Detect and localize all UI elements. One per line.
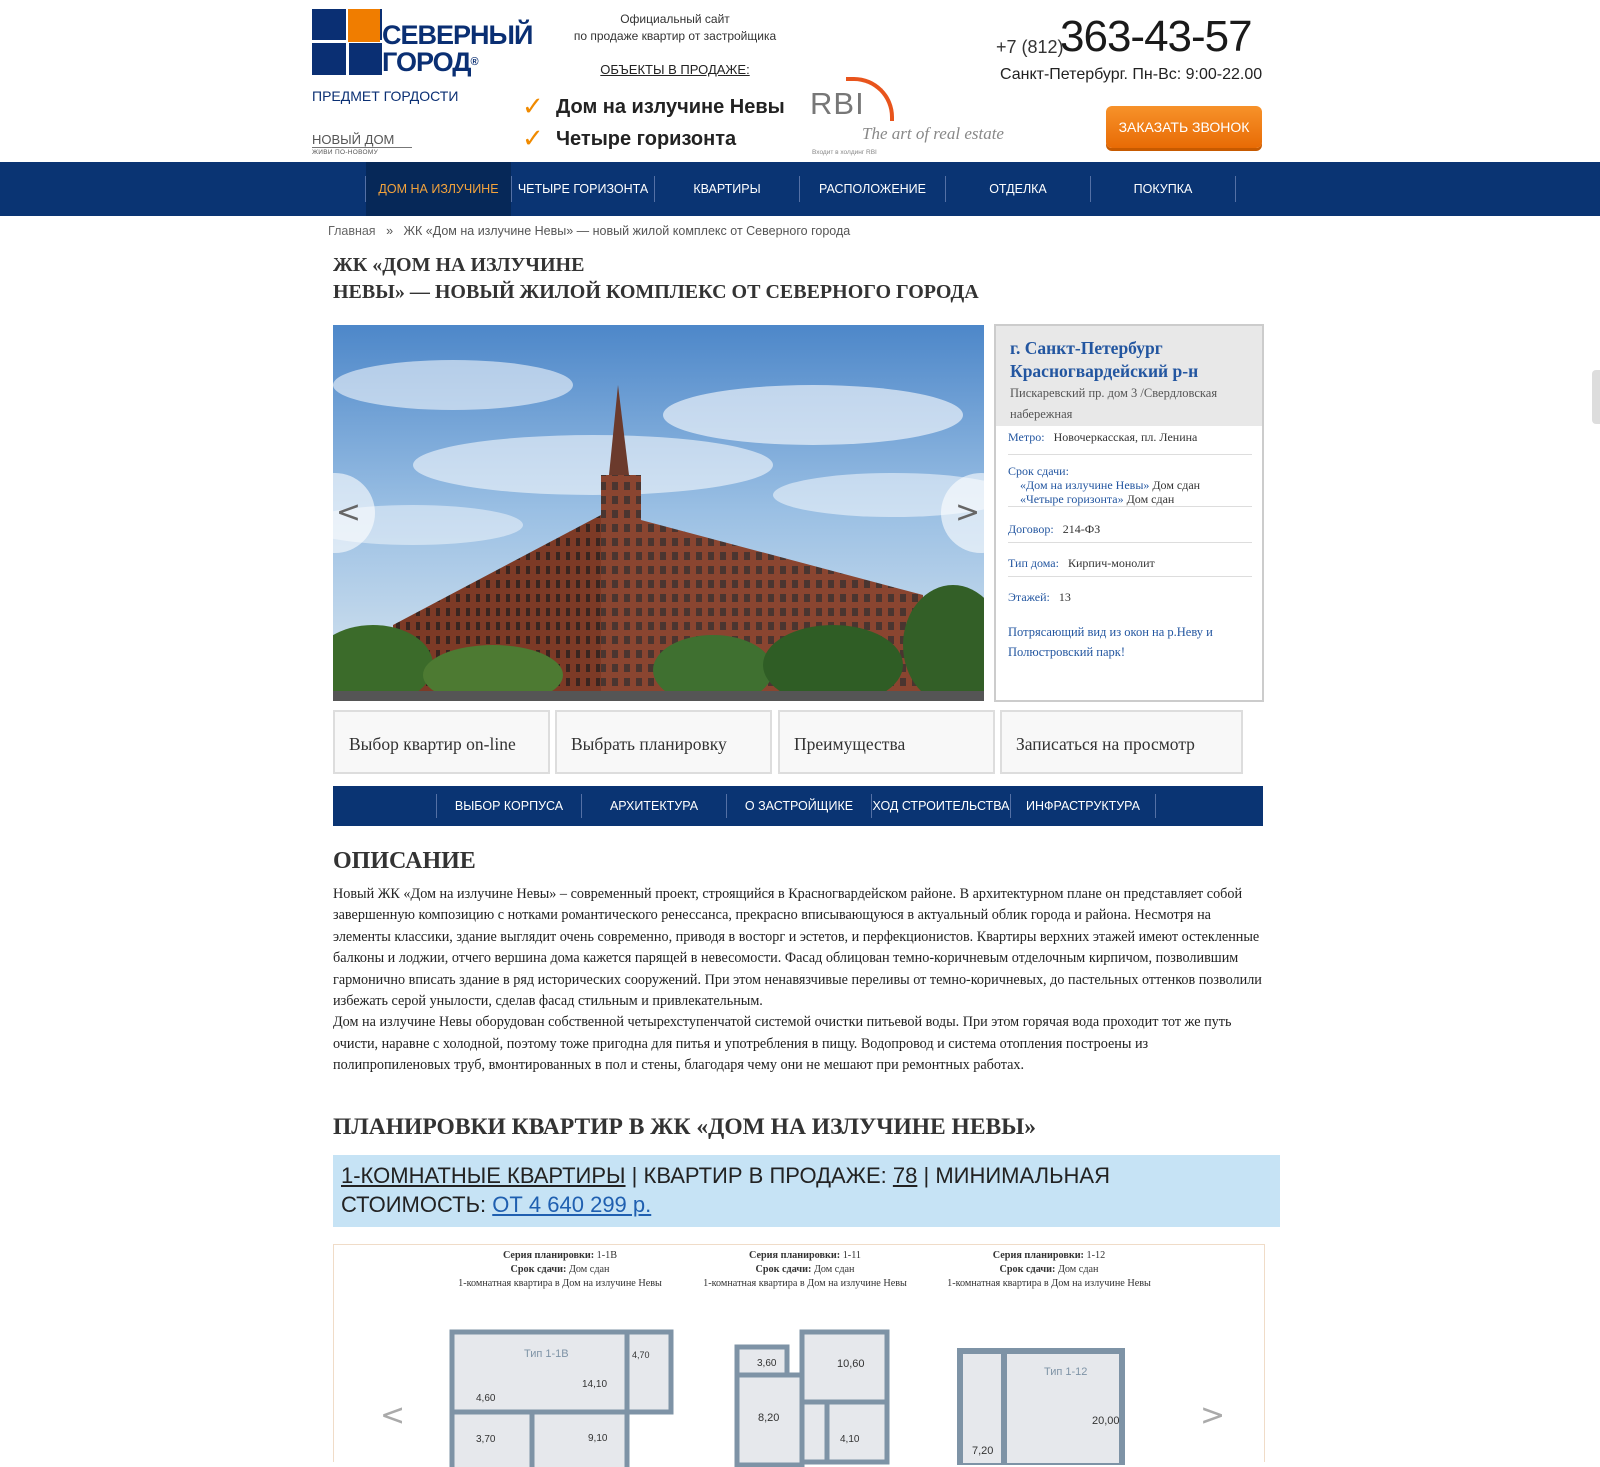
breadcrumb-separator: » xyxy=(386,224,394,238)
info-city: г. Санкт-Петербург Красногвардейский р-н xyxy=(1010,338,1199,381)
description-paragraph: Дом на излучине Невы оборудован собственной четырехступенчатой системой очистки питьевой воды. При этом горячая вода проходит тот же путь очисти, наравне с холодной, поэтому тоже пригодна для питья и употребления в пищу. Водопровод и система отопления построены из полипропиленовых труб, вмонтированных в пол и стены, благодаря чему они не мешают при ремонтных работах. xyxy=(333,1014,1232,1074)
floor-plan-1-11[interactable] xyxy=(732,1327,902,1467)
novy-dom-slogan: ЖИВИ ПО-НОВОМУ xyxy=(312,149,379,156)
logo-text: СЕВЕРНЫЙ ГОРОД® xyxy=(382,20,533,77)
info-deadline: Срок сдачи: «Дом на излучине Невы» Дом сдан «Четыре горизонта» Дом сдан xyxy=(1008,464,1252,507)
object-link-chetyre-gorizonta[interactable]: Четыре горизонта xyxy=(556,128,737,150)
novy-dom-divider xyxy=(312,147,412,148)
side-widget-tab[interactable] xyxy=(1592,370,1600,424)
nav-item-raspolozhenie[interactable]: РАСПОЛОЖЕНИЕ xyxy=(818,182,927,196)
info-metro: Метро: Новочеркасская, пл. Ленина xyxy=(1008,430,1252,455)
info-header xyxy=(996,326,1262,426)
subnav-item-korpus[interactable]: ВЫБОР КОРПУСА xyxy=(454,799,564,813)
subnav-item-construction[interactable]: ХОД СТРОИТЕЛЬСТВА xyxy=(872,799,1010,813)
subnav-item-developer[interactable]: О ЗАСТРОЙЩИКЕ xyxy=(744,799,854,813)
sale-count-link[interactable]: 78 xyxy=(892,1163,918,1188)
subnav-item-architecture[interactable]: АРХИТЕКТУРА xyxy=(609,799,699,813)
description-text xyxy=(333,884,1263,1077)
info-address: Пискаревский пр. дом 3 /Свердловская набережная xyxy=(1010,386,1218,421)
checkmark-icon: ✓ xyxy=(522,124,544,154)
plans-next-button[interactable]: > xyxy=(1200,1398,1226,1433)
rbi-tagline: The art of real estate xyxy=(862,124,1004,143)
tab-book-viewing[interactable]: Записаться на просмотр xyxy=(1000,710,1243,774)
plan-area-label: 3,70 xyxy=(476,1434,496,1445)
floor-plan-1-12[interactable] xyxy=(954,1345,1134,1465)
min-price-link[interactable]: ОТ 4 640 299 р. xyxy=(492,1192,652,1217)
info-floors: Этажей: 13 xyxy=(1008,590,1071,604)
checkmark-icon: ✓ xyxy=(522,92,544,122)
tab-advantages[interactable]: Преимущества xyxy=(778,710,995,774)
plan-caption: Серия планировки: 1-11 Срок сдачи: Дом сдан 1-комнатная квартира в Дом на излучине Невы xyxy=(703,1250,907,1289)
plans-summary-bar: 1-КОМНАТНЫЕ КВАРТИРЫ | КВАРТИР В ПРОДАЖЕ: 78 | МИНИМАЛЬНАЯ СТОИМОСТЬ: ОТ 4 640 299 р. xyxy=(333,1155,1280,1227)
novy-dom-logo[interactable]: НОВЫЙ ДОМ xyxy=(312,132,395,147)
nav-item-otdelka[interactable]: ОТДЕЛКА xyxy=(989,182,1047,196)
object-link-dom-na-izluchine[interactable]: Дом на излучине Невы xyxy=(556,96,785,118)
phone-number[interactable]: 363-43-57 xyxy=(1060,12,1252,61)
tab-online-selection[interactable]: Выбор квартир on-line xyxy=(333,710,550,774)
complex-info-box xyxy=(994,324,1264,702)
description-paragraph: Новый ЖК «Дом на излучине Невы» – современный проект, строящийся в Красногвардейском районе. В архитектурном плане он представляет собой завершенную композицию с нотками романтического ренессанса, прекрасно вписывающуюся в актуальный облик города и района. Несмотря на элементы классики, здание выглядит очень современно, приводя в восторг и эстетов, и перфекционистов. Квартиры верхних этажей имеют остекленные балконы и лоджии, отчего вершина дома кажется парящей в невесомости. Фасад облицован темно-коричневым отделочным кирпичом, позволившим гармонично вписать здание в ряд исторических сооружений. При этом ненавязчивые переливы от темно-коричневых, до пастельных оттенков позволили избежать серой унылости, сделав фасад стильным и привлекательным. xyxy=(333,886,1262,1010)
plans-heading: ПЛАНИРОВКИ КВАРТИР В ЖК «ДОМ НА ИЗЛУЧИНЕ НЕВЫ» xyxy=(333,1114,1037,1140)
plan-caption: Серия планировки: 1-1В Срок сдачи: Дом сдан 1-комнатная квартира в Дом на излучине Невы xyxy=(458,1250,662,1289)
building-render-image xyxy=(333,325,984,701)
rbi-holding-note: Входит в холдинг RBI xyxy=(812,149,877,156)
breadcrumb xyxy=(328,224,850,238)
breadcrumb-home[interactable]: Главная xyxy=(328,224,376,238)
work-schedule: Санкт-Петербург. Пн-Вс: 9:00-22.00 xyxy=(1000,66,1263,83)
photo-slider[interactable] xyxy=(333,325,984,701)
nav-item-chetyre-gorizonta[interactable]: ЧЕТЫРЕ ГОРИЗОНТА xyxy=(517,182,649,196)
main-nav xyxy=(0,162,1600,216)
plans-prev-button[interactable]: < xyxy=(380,1398,406,1433)
rooms-filter-link[interactable]: 1-КОМНАТНЫЕ КВАРТИРЫ xyxy=(341,1163,626,1188)
official-site-note: Официальный сайт по продаже квартир от застройщика xyxy=(573,12,777,43)
plan-type-label: Тип 1-1В xyxy=(524,1348,569,1360)
callback-button[interactable]: ЗАКАЗАТЬ ЗВОНОК xyxy=(1106,106,1262,148)
floor-plan-1-1v[interactable] xyxy=(444,1327,684,1467)
slider-prev-button[interactable]: < xyxy=(333,473,375,553)
plan-area-label: 4,60 xyxy=(476,1393,496,1404)
plan-type-label: Тип 1-12 xyxy=(1044,1366,1088,1378)
breadcrumb-current: ЖК «Дом на излучине Невы» — новый жилой комплекс от Северного города xyxy=(403,224,851,238)
logo-slogan: ПРЕДМЕТ ГОРДОСТИ xyxy=(312,88,459,104)
page-title: ЖК «ДОМ НА ИЗЛУЧИНЕ НЕВЫ» — НОВЫЙ ЖИЛОЙ КОМПЛЕКС ОТ СЕВЕРНОГО ГОРОДА xyxy=(333,254,979,303)
slider-next-button[interactable]: > xyxy=(941,473,984,553)
info-house-type: Тип дома: Кирпич-монолит xyxy=(1008,556,1252,577)
info-contract: Договор: 214-ФЗ xyxy=(1008,522,1252,543)
plan-area-label: 7,20 xyxy=(972,1445,994,1457)
nav-item-kvartiry[interactable]: КВАРТИРЫ xyxy=(693,182,761,196)
plan-area-label: 10,60 xyxy=(837,1358,865,1370)
logo-orange-tile xyxy=(348,9,380,42)
plans-carousel xyxy=(333,1244,1265,1462)
subnav-item-infrastructure[interactable]: ИНФРАСТРУКТУРА xyxy=(1025,799,1141,813)
plan-area-label: 20,00 xyxy=(1092,1415,1120,1427)
plan-caption: Серия планировки: 1-12 Срок сдачи: Дом сдан 1-комнатная квартира в Дом на излучине Невы xyxy=(947,1250,1151,1289)
info-promo: Потрясающий вид из окон на р.Неву и Полюстровский парк! xyxy=(1008,625,1213,659)
plan-area-label: 9,10 xyxy=(588,1433,608,1444)
description-heading: ОПИСАНИЕ xyxy=(333,848,476,874)
objects-for-sale-label: ОБЪЕКТЫ В ПРОДАЖЕ: xyxy=(600,62,750,77)
nav-item-dom-na-izluchine[interactable]: ДОМ НА ИЗЛУЧИНЕ xyxy=(366,162,511,216)
tab-choose-layout[interactable]: Выбрать планировку xyxy=(555,710,772,774)
nav-item-pokupka[interactable]: ПОКУПКА xyxy=(1133,182,1193,196)
rbi-logo[interactable]: RBI xyxy=(810,86,865,121)
phone-prefix: +7 (812) xyxy=(996,37,1064,57)
plan-area-label: 4,70 xyxy=(632,1350,650,1360)
sub-nav xyxy=(333,786,1263,826)
plan-area-label: 4,10 xyxy=(840,1434,860,1445)
plan-area-label: 8,20 xyxy=(758,1412,780,1424)
plan-area-label: 14,10 xyxy=(582,1379,608,1390)
plan-area-label: 3,60 xyxy=(757,1358,777,1369)
logo-severny-gorod[interactable] xyxy=(0,0,533,110)
